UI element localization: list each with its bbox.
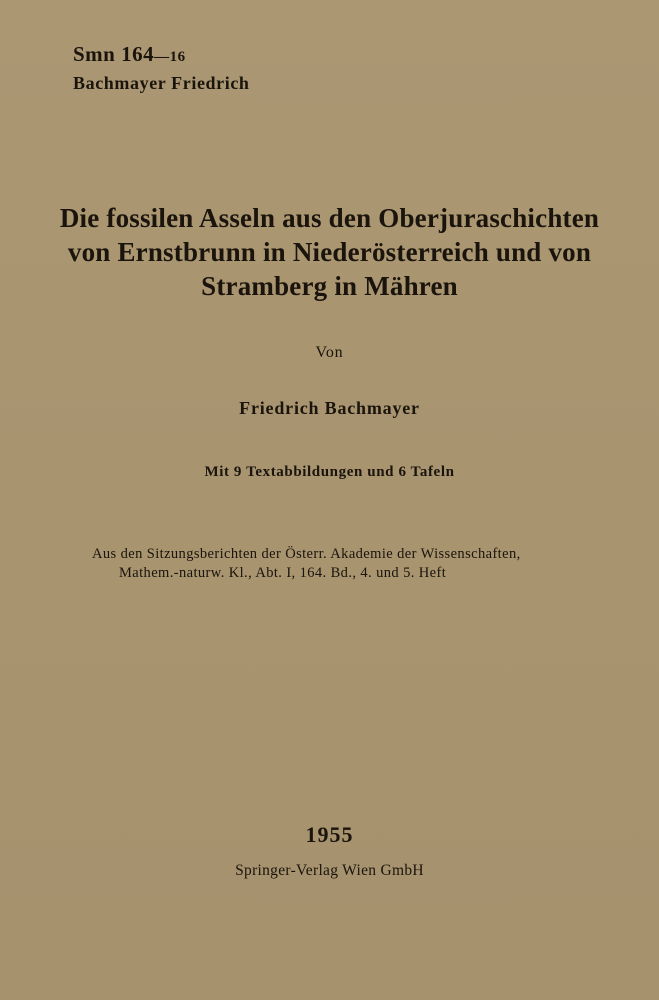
title-line-1: Die fossilen Asseln aus den Oberjuraschichten <box>59 203 600 233</box>
publication-year: 1955 <box>305 822 354 847</box>
publisher: Springer-Verlag Wien GmbH <box>235 862 424 879</box>
title-line-3: Stramberg in Mähren <box>201 271 458 301</box>
illustrations-note: Mit 9 Textabbildungen und 6 Tafeln <box>204 464 455 480</box>
source-note <box>92 545 612 583</box>
series-code <box>73 44 250 65</box>
series-author: Bachmayer Friedrich <box>73 73 250 93</box>
document-title <box>40 201 619 303</box>
source-line-1: Aus den Sitzungsberichten der Österr. Akademie der Wissenschaften, <box>92 546 521 562</box>
by-label: Von <box>315 344 344 361</box>
series-code-suffix: —16 <box>154 49 186 65</box>
series-code-prefix: Smn <box>73 42 122 66</box>
series-label <box>73 44 250 92</box>
source-line-2: Mathem.-naturw. Kl., Abt. I, 164. Bd., 4. und 5. Heft <box>119 565 447 581</box>
series-code-number: 164 <box>121 42 155 66</box>
title-line-2: von Ernstbrunn in Niederösterreich und von <box>67 237 592 267</box>
author-name: Friedrich Bachmayer <box>239 398 420 418</box>
